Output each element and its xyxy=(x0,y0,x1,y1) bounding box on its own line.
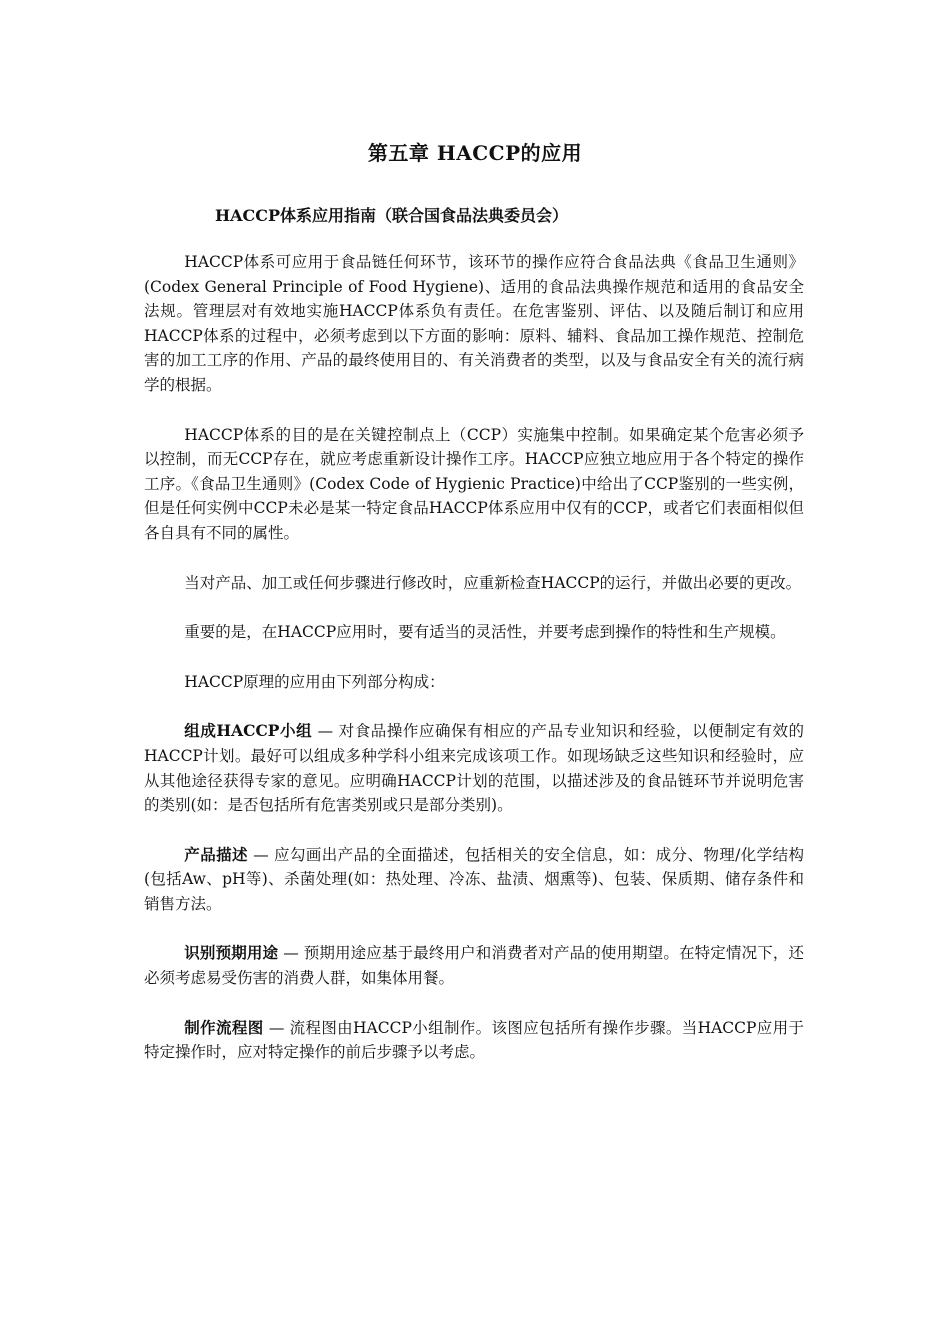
paragraph-text: 当对产品、加工或任何步骤进行修改时，应重新检查HACCP的运行，并做出必要的更改。 xyxy=(184,573,802,592)
paragraph-product xyxy=(144,843,804,917)
paragraph-lead: 识别预期用途 xyxy=(184,943,279,963)
paragraph-flowchart xyxy=(144,1016,804,1065)
paragraph-text: — 流程图由HACCP小组制作。该图应包括所有操作步骤。当HACCP应用于特定操作时，应对特定操作的前后步骤予以考虑。 xyxy=(144,1018,804,1062)
paragraph-use xyxy=(144,941,804,990)
paragraph xyxy=(144,620,804,645)
paragraph-text: — 应勾画出产品的全面描述，包括相关的安全信息，如：成分、物理/化学结构(包括Aw、pH等)、杀菌处理(如：热处理、冷冻、盐渍、烟熏等)、包装、保质期、储存条件和销售方法。 xyxy=(144,845,804,913)
paragraph-text: HACCP原理的应用由下列部分构成： xyxy=(184,672,445,691)
paragraph-team xyxy=(144,719,804,817)
paragraph-lead: 制作流程图 xyxy=(184,1017,264,1037)
paragraph-text: HACCP体系的目的是在关键控制点上（CCP）实施集中控制。如果确定某个危害必须予以控制，而无CCP存在，就应考虑重新设计操作工序。HACCP应独立地应用于各个特定的操作工序。《食品卫生通则》(Codex Code of Hygienic Practice)中给出了CCP鉴别的一些实例，但是任何实例中CCP未必是某一特定食品HACCP体系应用中仅有的CCP，或者它们表面相似但各自具有不同的属性。 xyxy=(144,425,804,542)
paragraph-lead: 产品描述 xyxy=(184,844,248,864)
paragraph-text: HACCP体系可应用于食品链任何环节，该环节的操作应符合食品法典《食品卫生通则》(Codex General Principle of Food Hygiene)、适用的食品法典操作规范和适用的食品安全法规。管理层对有效地实施HACCP体系负有责任。在危害鉴别、评估、以及随后制订和应用HACCP体系的过程中，必须考虑到以下方面的影响：原料、辅料、食品加工操作规范、控制危害的加工工序的作用、产品的最终使用目的、有关消费者的类型，以及与食品安全有关的流行病学的根据。 xyxy=(144,253,804,394)
paragraph xyxy=(144,571,804,596)
document-body xyxy=(144,250,804,1090)
paragraph-text: — 预期用途应基于最终用户和消费者对产品的使用期望。在特定情况下，还必须考虑易受伤害的消费人群，如集体用餐。 xyxy=(144,944,804,988)
chapter-title: 第五章 HACCP的应用 xyxy=(367,141,583,165)
section-subtitle: HACCP体系应用指南（联合国食品法典委员会） xyxy=(215,206,569,225)
paragraph xyxy=(144,250,804,398)
paragraph-text: — 对食品操作应确保有相应的产品专业知识和经验，以便制定有效的HACCP计划。最好可以组成多种学科小组来完成该项工作。如现场缺乏这些知识和经验时，应从其他途径获得专家的意见。应明确HACCP计划的范围，以描述涉及的食品链环节并说明危害的类别(如：是否包括所有危害类别或只是部分类别)。 xyxy=(144,722,805,815)
paragraph-lead: 组成HACCP小组 xyxy=(184,721,313,741)
paragraph xyxy=(144,670,804,695)
paragraph-text: 重要的是，在HACCP应用时，要有适当的灵活性，并要考虑到操作的特性和生产规模。 xyxy=(184,623,786,642)
paragraph xyxy=(144,423,804,546)
